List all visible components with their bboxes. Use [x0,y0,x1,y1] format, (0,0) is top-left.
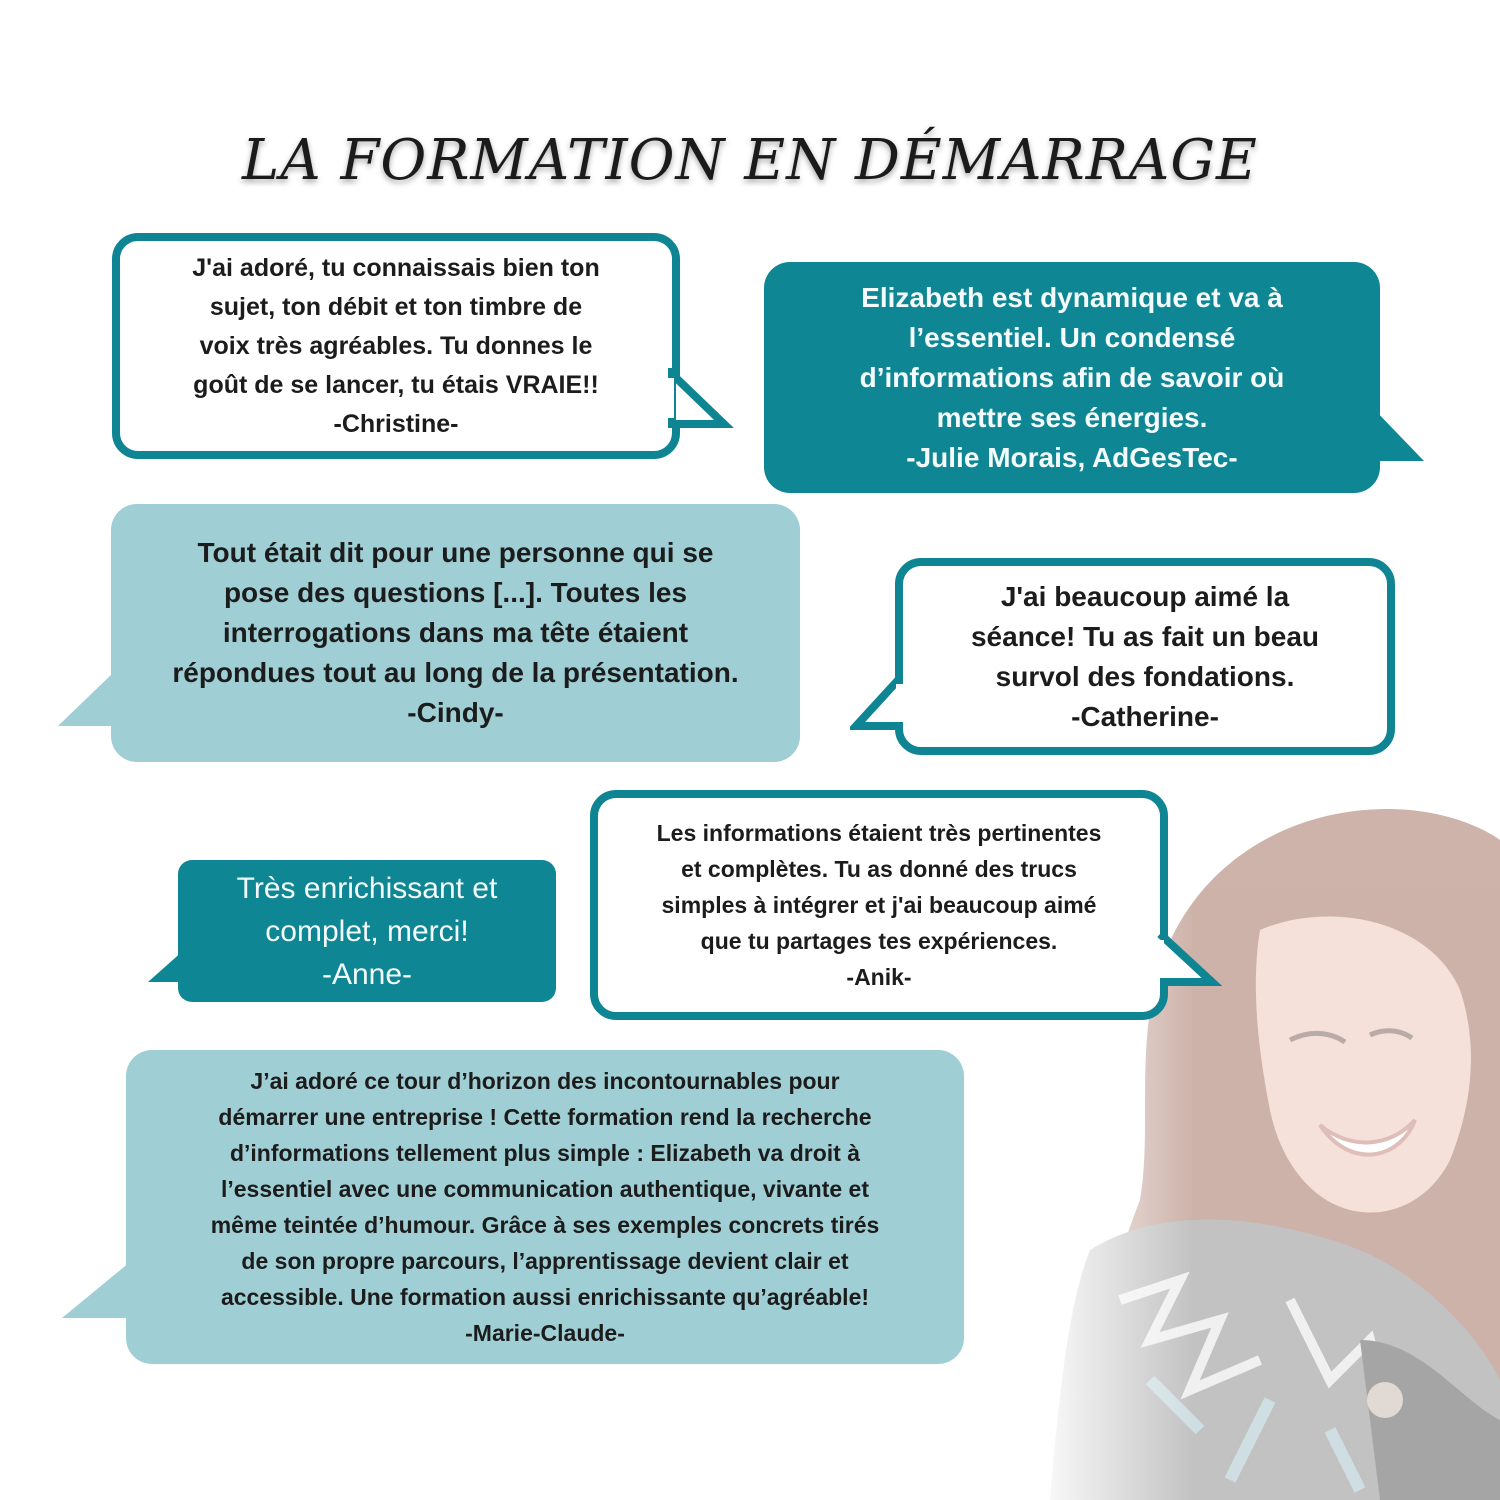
quote-line: J'ai beaucoup aimé la [1000,580,1290,612]
quote-line: pose des questions [...]. Toutes les [223,577,688,608]
testimonial-cindy [111,504,800,762]
quote-line: répondues tout au long de la présentation. [172,657,739,688]
speech-tail [148,950,188,986]
page-title: LA FORMATION EN DÉMARRAGE [242,128,1258,193]
quote-line: Tout était dit pour une personne qui se [197,537,714,568]
quote-line: de son propre parcours, l’apprentissage devient clair et [241,1248,849,1274]
quote-author: -Julie Morais, AdGesTec- [906,441,1238,473]
testimonial-catherine [895,558,1395,755]
quote-line: goût de se lancer, tu étais VRAIE!! [193,370,599,399]
speech-tail [1370,405,1430,465]
testimonial-anne [178,860,556,1002]
testimonial-marie-claude [126,1050,964,1364]
quote-line: l’essentiel. Un condensé [908,321,1236,353]
quote-line: mettre ses énergies. [936,401,1208,433]
quote-author: -Christine- [333,409,459,438]
quote-author: -Cindy- [407,697,504,728]
speech-tail [58,672,118,728]
speech-tail [62,1262,134,1322]
quote-line: Elizabeth est dynamique et va à [861,281,1283,313]
speech-tail [1156,930,1222,990]
quote-line: d’informations tellement plus simple : Elizabeth va droit à [229,1140,861,1166]
quote-line: voix très agréables. Tu donnes le [199,331,593,360]
quote-line: J'ai adoré, tu connaissais bien ton [192,253,600,282]
testimonial-anik [590,790,1168,1020]
quote-line: d’informations afin de savoir où [859,361,1285,393]
quote-line: même teintée d’humour. Grâce à ses exemples concrets tirés [210,1212,880,1238]
quote-line: séance! Tu as fait un beau [970,620,1320,652]
testimonial-julie [764,262,1380,493]
quote-line: et complètes. Tu as donné des trucs [681,856,1077,882]
quote-author: -Marie-Claude- [465,1320,625,1346]
testimonial-christine [112,233,680,459]
quote-author: -Catherine- [1071,700,1219,732]
quote-line: complet, merci! [265,914,469,948]
quote-line: démarrer une entreprise ! Cette formation rend la recherche [218,1104,872,1130]
quote-line: Très enrichissant et [236,871,498,905]
quote-line: sujet, ton débit et ton timbre de [209,292,583,321]
speech-tail [850,670,906,734]
quote-line: l’essentiel avec une communication authentique, vivante et [220,1176,870,1202]
quote-line: simples à intégrer et j'ai beaucoup aimé [661,892,1097,918]
quote-author: -Anne- [321,957,413,991]
quote-line: J’ai adoré ce tour d’horizon des incontournables pour [250,1068,840,1094]
quote-line: que tu partages tes expériences. [700,928,1058,954]
quote-line: accessible. Une formation aussi enrichissante qu’agréable! [220,1284,870,1310]
speech-tail [668,368,734,440]
quote-line: Les informations étaient très pertinentes [656,820,1102,846]
quote-line: interrogations dans ma tête étaient [222,617,689,648]
quote-author: -Anik- [846,964,912,990]
quote-line: survol des fondations. [995,660,1295,692]
